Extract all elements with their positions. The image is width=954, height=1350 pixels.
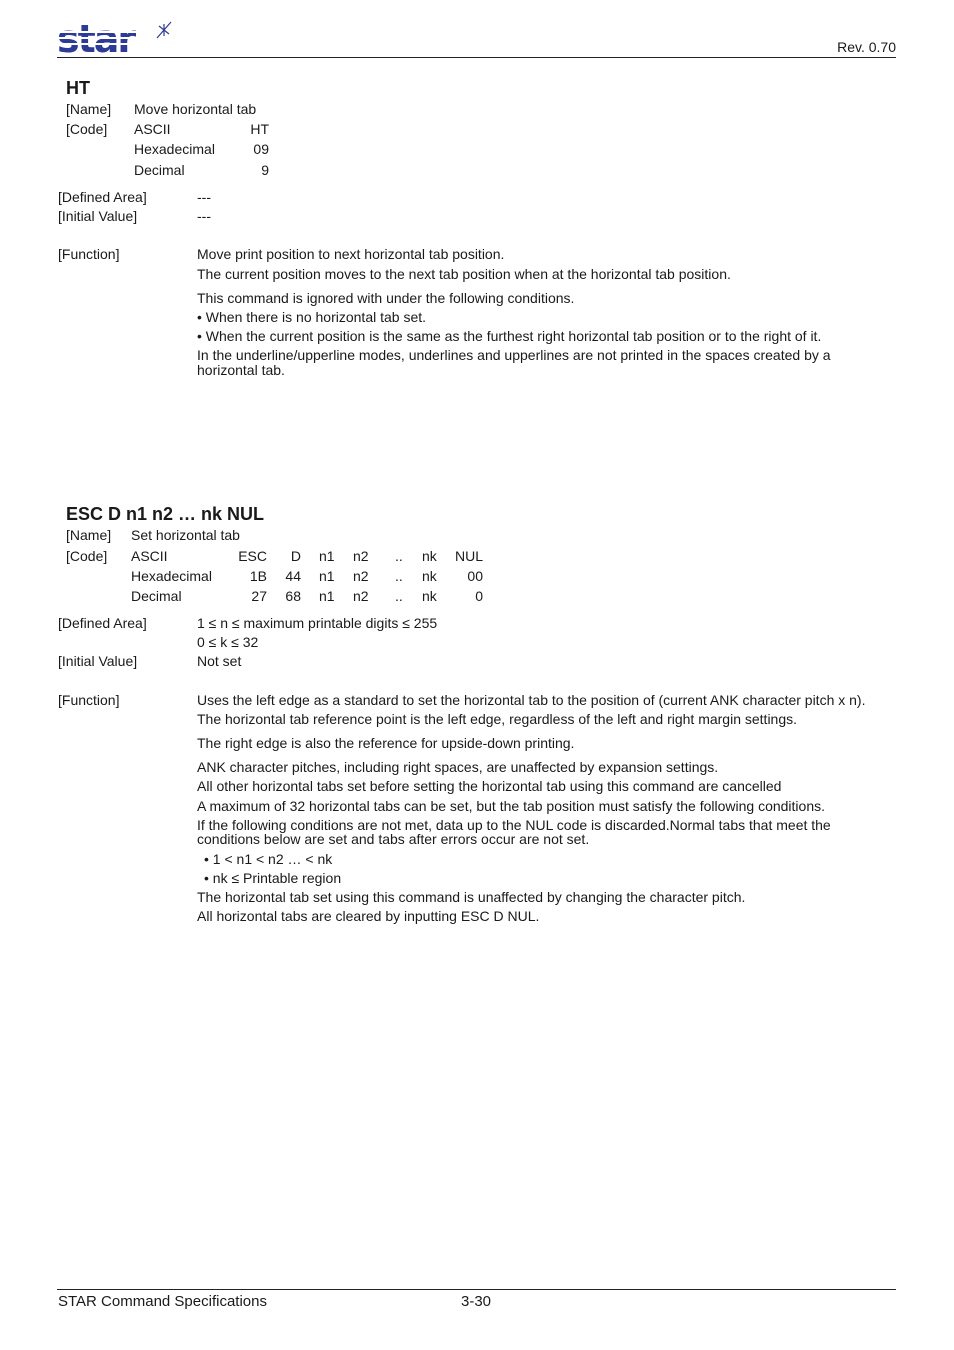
escd-code-cell: n1 [319,588,335,604]
ht-name-label: [Name] [66,101,112,117]
ht-code-hex-label: Hexadecimal [134,141,215,157]
escd-code-cell: .. [395,568,403,584]
escd-code-cell: nk [422,568,437,584]
escd-code-cell: NUL [454,548,483,564]
escd-function-line: The horizontal tab reference point is the left edge, regardless of the left and right margin settings. [197,711,798,727]
escd-function-line: ANK character pitches, including right spaces, are unaffected by expansion settings. [197,759,719,775]
escd-code-cell: .. [395,588,403,604]
ht-initial-value-value: --- [197,208,211,224]
revision-label: Rev. 0.70 [837,39,896,55]
escd-initial-value-label: [Initial Value] [58,653,138,669]
escd-function-bullet: • nk ≤ Printable region [204,870,342,886]
escd-code-cell: 68 [285,588,301,604]
ht-function-line: This command is ignored with under the following conditions. [197,290,575,306]
ht-function-line: Move print position to next horizontal tab position. [197,246,505,262]
ht-code-dec-label: Decimal [134,162,185,178]
ht-function-label: [Function] [58,246,120,262]
escd-code-cell: ESC [238,548,267,564]
escd-code-cell: nk [422,548,437,564]
escd-function-line: All horizontal tabs are cleared by inputting ESC D NUL. [197,908,540,924]
escd-function-label: [Function] [58,692,120,708]
escd-code-cell: 1B [249,568,267,584]
escd-code-cell: n2 [353,548,369,564]
ht-code-dec-value: 9 [261,162,269,178]
escd-code-cell: 27 [251,588,267,604]
escd-code-cell: D [290,548,301,564]
escd-code-row-label: ASCII [131,548,168,564]
ht-defined-area-label: [Defined Area] [58,189,147,205]
escd-code-row-label: Hexadecimal [131,568,212,584]
ht-function-bullet: • When there is no horizontal tab set. [197,309,427,325]
escd-code-cell: n1 [319,548,335,564]
escd-function-line: The horizontal tab set using this command is unaffected by changing the character pitch. [197,889,746,905]
star-logo [57,18,173,56]
footer-rule [57,1289,896,1290]
escd-function-line: The right edge is also the reference for upside-down printing. [197,735,575,751]
escd-code-label: [Code] [66,548,108,564]
escd-code-row-label: Decimal [131,588,182,604]
escd-function-line: conditions below are set and tabs after errors occur are not set. [197,831,590,847]
ht-name-value: Move horizontal tab [134,101,257,117]
escd-defined-area-label: [Defined Area] [58,615,147,631]
escd-function-bullet: • 1 < n1 < n2 … < nk [204,851,333,867]
escd-code-cell: 44 [285,568,301,584]
star-logo-sparkle-icon [155,20,173,40]
escd-name-value: Set horizontal tab [131,527,240,543]
escd-code-cell: n2 [353,588,369,604]
star-logo-mark [57,22,157,56]
ht-defined-area-value: --- [197,189,211,205]
ht-code-label: [Code] [66,121,108,137]
ht-function-bullet: • When the current position is the same as the furthest right horizontal tab position or to the right of it. [197,328,822,344]
escd-function-line: All other horizontal tabs set before setting the horizontal tab using this command are cancelled [197,778,782,794]
header-rule [57,57,896,58]
ht-code-ascii-value: HT [250,121,269,137]
escd-code-cell: 00 [467,568,483,584]
escd-function-line: Uses the left edge as a standard to set the horizontal tab to the position of (current ANK character pitch x n). [197,692,866,708]
escd-function-line: If the following conditions are not met, data up to the NUL code is discarded.Normal tabs that meet the [197,817,831,833]
escd-defined-area-line: 1 ≤ n ≤ maximum printable digits ≤ 255 [197,615,438,631]
footer-page-number: 3-30 [461,1293,492,1310]
ht-code-ascii-label: ASCII [134,121,171,137]
escd-function-line: A maximum of 32 horizontal tabs can be set, but the tab position must satisfy the following conditions. [197,798,826,814]
ht-function-line: In the underline/upperline modes, underlines and upperlines are not printed in the spaces created by a [197,347,831,363]
escd-code-cell: 0 [475,588,483,604]
ht-function-line: The current position moves to the next tab position when at the horizontal tab position. [197,266,731,282]
footer-doc-title: STAR Command Specifications [58,1293,267,1310]
escd-section-title: ESC D n1 n2 … nk NUL [66,504,265,524]
escd-name-label: [Name] [66,527,112,543]
escd-code-cell: .. [395,548,403,564]
ht-initial-value-label: [Initial Value] [58,208,138,224]
ht-section-title: HT [66,78,90,98]
escd-code-cell: n1 [319,568,335,584]
ht-function-line: horizontal tab. [197,362,285,378]
escd-code-cell: nk [422,588,437,604]
escd-defined-area-line: 0 ≤ k ≤ 32 [197,634,259,650]
escd-initial-value-value: Not set [197,653,242,669]
ht-code-hex-value: 09 [253,141,269,157]
escd-code-cell: n2 [353,568,369,584]
